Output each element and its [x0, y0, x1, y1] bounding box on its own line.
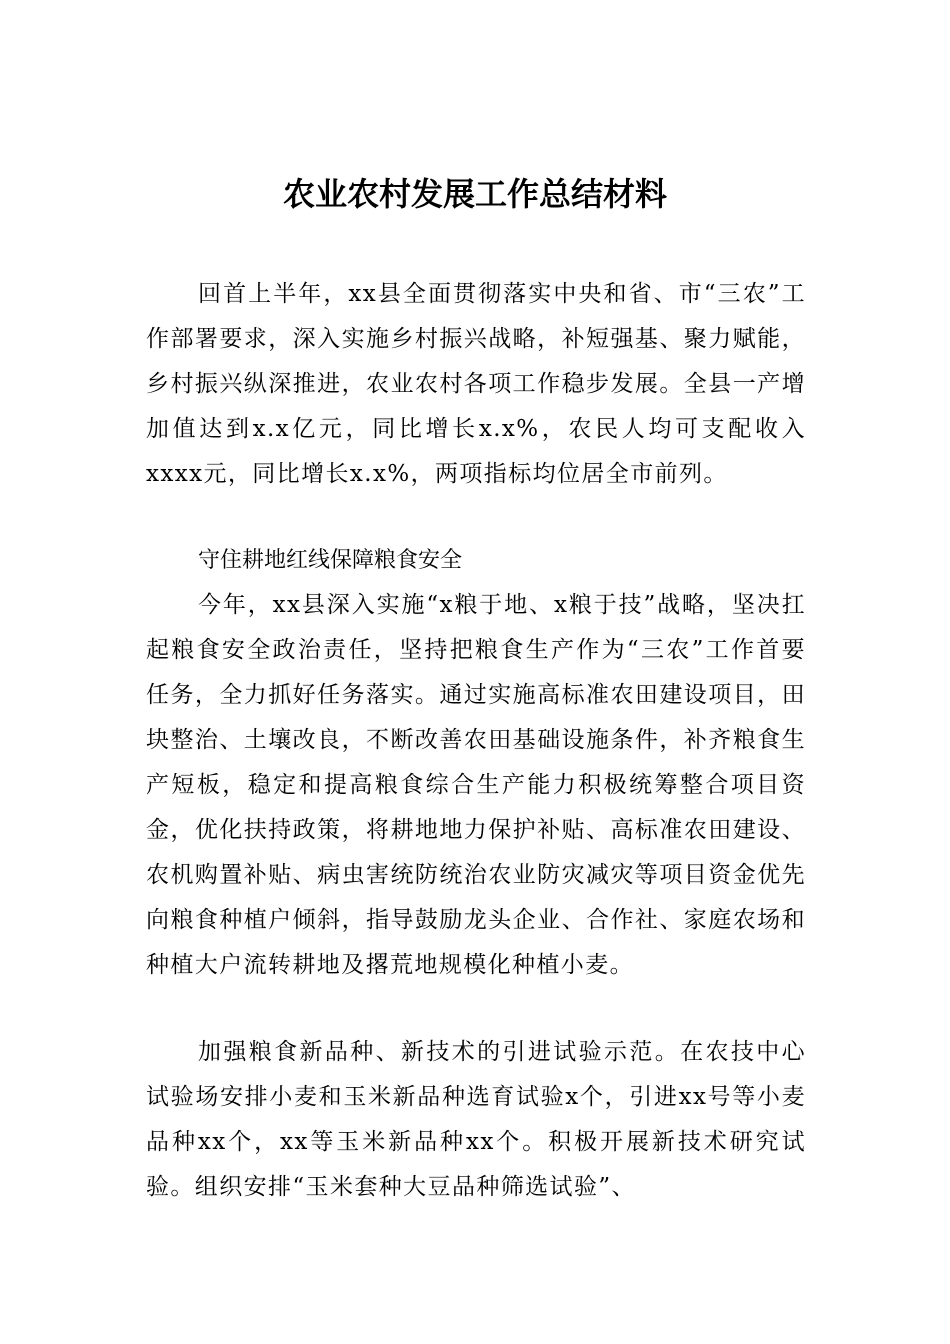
- body-paragraph: 今年，xx县深入实施“x粮于地、x粮于技”战略，坚决扛起粮食安全政治责任，坚持把粮食生产作为“三农”工作首要任务，全力抓好任务落实。通过实施高标准农田建设项目，田块整治、土壤改良，不断改善农田基础设施条件，补齐粮食生产短板，稳定和提高粮食综合生产能力积极统筹整合项目资金，优化扶持政策，将耕地地力保护补贴、高标准农田建设、农机购置补贴、病虫害统防统治农业防灾减灾等项目资金优先向粮食种植户倾斜，指导鼓励龙头企业、合作社、家庭农场和种植大户流转耕地及撂荒地规模化种植小麦。: [146, 592, 806, 978]
- intro-paragraph: 回首上半年，xx县全面贯彻落实中央和省、市“三农”工作部署要求，深入实施乡村振兴战略，补短强基、聚力赋能，乡村振兴纵深推进，农业农村各项工作稳步发展。全县一产增加值达到x.x亿元，同比增长x.x%，农民人均可支配收入xxxx元，同比增长x.x%，两项指标均位居全市前列。: [146, 281, 806, 487]
- body-paragraph: 加强粮食新品种、新技术的引进试验示范。在农技中心试验场安排小麦和玉米新品种选育试验x个，引进xx号等小麦品种xx个，xx等玉米新品种xx个。积极开展新技术研究试验。组织安排“玉米套种大豆品种筛选试验”、: [146, 1039, 806, 1200]
- document-title: 农业农村发展工作总结材料: [282, 175, 667, 213]
- section-heading: 守住耕地红线保障粮食安全: [198, 548, 463, 573]
